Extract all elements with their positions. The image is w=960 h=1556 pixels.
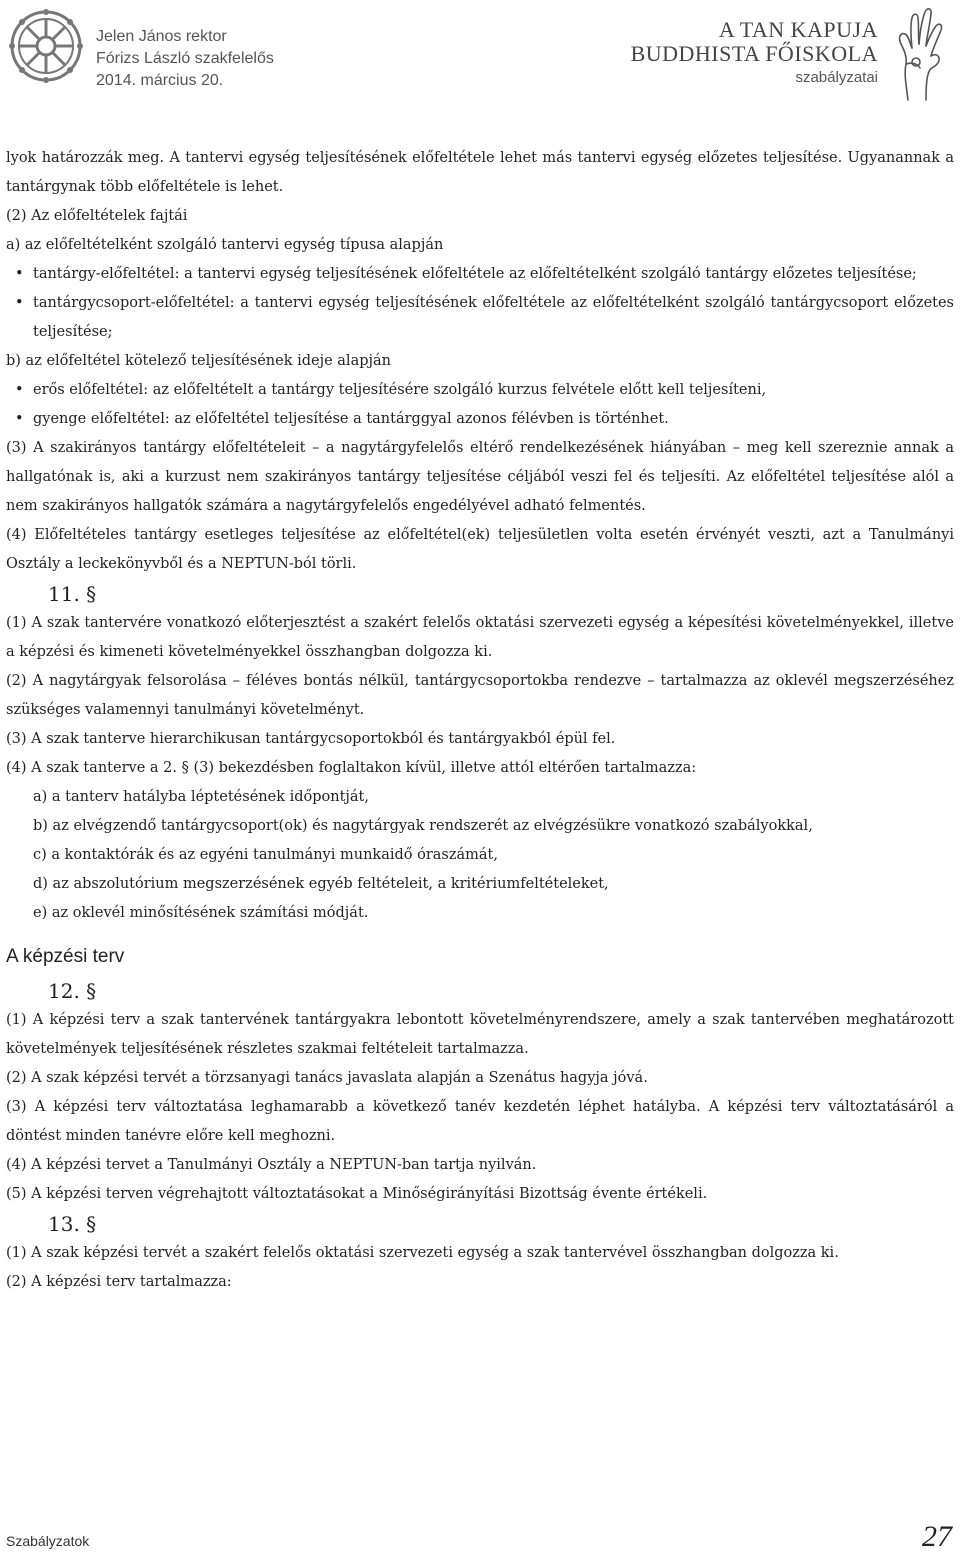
indented-item: a) a tanterv hatályba léptetésének időpontját, xyxy=(33,789,369,805)
paragraph: lyok határozzák meg. A tantervi egység teljesítésének előfeltétele lehet más tantervi egység előzetes teljesítése. Ugyanannak a tantárgynak több előfeltétele is lehet. xyxy=(6,150,954,195)
paragraph: (3) A szakirányos tantárgy előfeltételeit – a nagytárgyfelelős eltérő rendelkezésének hiányában – meg kell szereznie annak a hallgatónak is, aki a kurzust nem szakirányos tantárgy teljesítése céljából veszi fel és teljesíti. Az előfeltétel teljesítése alól a nem szakirányos hallgatók számára a nagytárgyfelelős engedélyével adható felmentés. xyxy=(6,440,954,514)
page-header xyxy=(0,0,960,110)
indented-item: e) az oklevél minősítésének számítási módját. xyxy=(33,905,369,921)
bullet-item: • gyenge előfeltétel: az előfeltétel teljesítése a tantárggyal azonos félévben is történhet. xyxy=(6,405,954,434)
paragraph: (2) A szak képzési tervét a törzsanyagi tanács javaslata alapján a Szenátus hagyja jóvá. xyxy=(6,1070,648,1086)
header-left-line: Jelen János rektor xyxy=(96,28,227,45)
paragraph: (5) A képzési terven végrehajtott változtatásokat a Minőségirányítási Bizottság évente értékeli. xyxy=(6,1186,708,1202)
paragraph: (3) A képzési terv változtatása leghamarabb a következő tanév kezdetén léphet hatályba. A képzési terv változtatásáról a döntést minden tanévre előre kell meghozni. xyxy=(6,1099,954,1144)
bullet-item: • erős előfeltétel: az előfeltételt a tantárgy teljesítésére szolgáló kurzus felvétele előtt kell teljesíteni, xyxy=(6,376,954,405)
indented-item: c) a kontaktórák és az egyéni tanulmányi munkaidő óraszámát, xyxy=(33,847,498,863)
header-left-line: 2014. március 20. xyxy=(96,72,224,89)
header-institution-block xyxy=(631,18,878,90)
paragraph: (4) A szak tanterve a 2. § (3) bekezdésben foglaltakon kívül, illetve attól eltérően tartalmazza: xyxy=(6,760,697,776)
paragraph: a) az előfeltételként szolgáló tantervi egység típusa alapján xyxy=(6,237,444,253)
paragraph: (2) Az előfeltételek fajtái xyxy=(6,208,188,224)
section-number: 12. § xyxy=(48,979,97,1003)
paragraph: (2) A képzési terv tartalmazza: xyxy=(6,1274,232,1290)
mudra-hand-icon xyxy=(886,4,948,104)
dharma-wheel-icon xyxy=(8,8,84,84)
paragraph: (4) Előfeltételes tantárgy esetleges teljesítése az előfeltétel(ek) teljesületlen volta esetén érvényét veszti, azt a Tanulmányi Osztály a leckekönyvből és a NEPTUN-ból törli. xyxy=(6,527,954,572)
indented-item: d) az abszolutórium megszerzésének egyéb feltételeit, a kritériumfeltételeket, xyxy=(33,876,609,892)
header-left-line: Fórizs László szakfelelős xyxy=(96,50,274,67)
paragraph: (3) A szak tanterve hierarchikusan tantárgycsoportokból és tantárgyakból épül fel. xyxy=(6,731,616,747)
paragraph: b) az előfeltétel kötelező teljesítésének ideje alapján xyxy=(6,353,391,369)
page-number: 27 xyxy=(922,1520,952,1553)
paragraph: (4) A képzési tervet a Tanulmányi Osztály a NEPTUN-ban tartja nyilván. xyxy=(6,1157,537,1173)
footer-title: Szabályzatok xyxy=(6,1533,90,1549)
bullet-item: • tantárgy-előfeltétel: a tantervi egység teljesítésének előfeltétele az előfeltételként szolgáló tantárgy előzetes teljesítése; xyxy=(6,260,954,289)
indented-item: b) az elvégzendő tantárgycsoport(ok) és nagytárgyak rendszerét az elvégzésükre vonatkozó szabályokkal, xyxy=(33,818,813,834)
header-right-line: BUDDHISTA FŐISKOLA xyxy=(630,41,878,66)
header-right-line: A TAN KAPUJA xyxy=(718,17,878,42)
bullet-item: • tantárgycsoport-előfeltétel: a tantervi egység teljesítésének előfeltétele az előfeltételként szolgáló tantárgycsoport előzetes teljesítése; xyxy=(6,289,954,347)
paragraph: (1) A képzési terv a szak tantervének tantárgyakra lebontott követelményrendszere, amely a szak tantervében meghatározott követelmények teljesítésének részletes szakmai feltételeit tartalmazza. xyxy=(6,1012,954,1057)
header-right-line: szabályzatai xyxy=(795,69,878,86)
section-number: 13. § xyxy=(48,1212,97,1236)
document-body xyxy=(6,144,954,1297)
header-author-block xyxy=(96,26,274,92)
section-heading: A képzési terv xyxy=(6,946,125,967)
section-number: 11. § xyxy=(48,582,97,606)
paragraph: (1) A szak képzési tervét a szakért felelős oktatási szervezeti egység a szak tantervével összhangban dolgozza ki. xyxy=(6,1245,839,1261)
paragraph: (2) A nagytárgyak felsorolása – féléves bontás nélkül, tantárgycsoportokba rendezve – tartalmazza az oklevél megszerzéséhez szükséges valamennyi tanulmányi követelményt. xyxy=(6,673,954,718)
paragraph: (1) A szak tantervére vonatkozó előterjesztést a szakért felelős oktatási szervezeti egység a képesítési követelményekkel, illetve a képzési és kimeneti követelményekkel összhangban dolgozza ki. xyxy=(6,615,954,660)
